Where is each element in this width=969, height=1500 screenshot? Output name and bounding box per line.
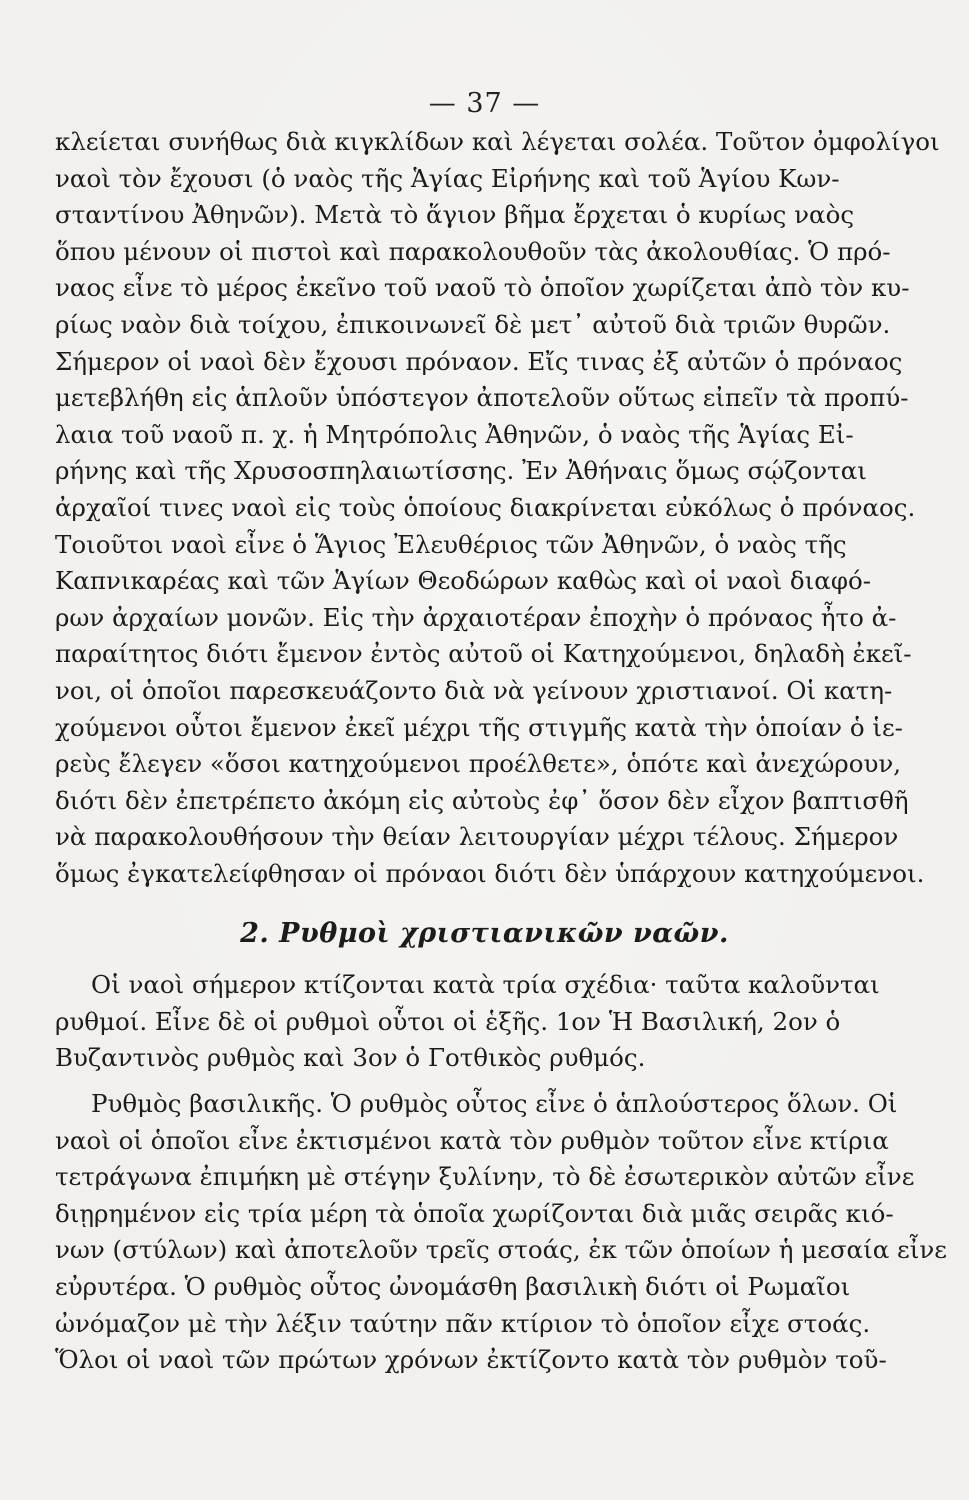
paragraph-basilica (55, 1086, 947, 1379)
page-number: — 37 — (428, 88, 541, 119)
text-line: κλείεται συνήθως διὰ κιγκλίδων καὶ λέγεται σολέα. Τοῦτον ὀμφολίγοι (55, 127, 940, 156)
text-line: διῃρημένον εἰς τρία μέρη τὰ ὁποῖα χωρίζονται διὰ μιᾶς σειρᾶς κιό- (55, 1198, 894, 1228)
text-line: παραίτητος διότι ἔμενον ἐντὸς αὐτοῦ οἱ Κατηχούμενοι, δηλαδὴ ἐκεῖ- (55, 639, 912, 669)
text-line: μετεβλήθη εἰς ἁπλοῦν ὑπόστεγον ἀποτελοῦν οὕτως εἰπεῖν τὰ προπύ- (55, 383, 909, 413)
text-line: ρήνης καὶ τῆς Χρυσοσπηλαιωτίσσης. Ἐν Ἀθήναις ὅμως σῴζονται (55, 456, 867, 486)
text-line: Σήμερον οἱ ναοὶ δὲν ἔχουσι πρόναον. Εἴς τινας ἐξ αὐτῶν ὁ πρόναος (55, 346, 903, 376)
text-line: Τοιοῦτοι ναοὶ εἶνε ὁ Ἅγιος Ἐλευθέριος τῶν Ἀθηνῶν, ὁ ναὸς τῆς (55, 529, 847, 559)
text-line: νὰ παρακολουθήσουν τὴν θείαν λειτουργίαν μέχρι τέλους. Σήμερον (55, 822, 899, 852)
text-line: Καπνικαρέας καὶ τῶν Ἁγίων Θεοδώρων καθὼς καὶ οἱ ναοὶ διαφό- (55, 566, 872, 596)
paragraph-rhythms-intro (55, 967, 880, 1077)
text-line: νοι, οἱ ὁποῖοι παρεσκευάζοντο διὰ νὰ γείνουν χριστιανοί. Οἱ κατη- (55, 675, 893, 705)
paragraph-pronaos (55, 124, 940, 892)
text-line: ὅμως ἐγκατελείφθησαν οἱ πρόναοι διότι δὲν ὑπάρχουν κατηχούμενοι. (55, 858, 925, 888)
section-heading: 2. Ρυθμοὶ χριστιανικῶν ναῶν. (240, 918, 729, 949)
text-line: ναος εἶνε τὸ μέρος ἐκεῖνο τοῦ ναοῦ τὸ ὁποῖον χωρίζεται ἀπὸ τὸν κυ- (55, 273, 910, 303)
text-line: εὐρυτέρα. Ὁ ρυθμὸς οὗτος ὠνομάσθη βασιλικὴ διότι οἱ Ρωμαῖοι (55, 1271, 851, 1301)
text-line: ρων ἀρχαίων μονῶν. Εἰς τὴν ἀρχαιοτέραν ἐποχὴν ὁ πρόναος ἦτο ἀ- (55, 602, 897, 632)
text-line: χούμενοι οὗτοι ἔμενον ἐκεῖ μέχρι τῆς στιγμῆς κατὰ τὴν ὁποίαν ὁ ἱε- (55, 712, 903, 742)
text-line: τετράγωνα ἐπιμήκη μὲ στέγην ξυλίνην, τὸ δὲ ἐσωτερικὸν αὐτῶν εἶνε (55, 1162, 915, 1192)
text-line: νων (στύλων) καὶ ἀποτελοῦν τρεῖς στοάς, ἐκ τῶν ὁποίων ἡ μεσαία εἶνε (55, 1235, 947, 1265)
text-line: ρυθμοί. Εἶνε δὲ οἱ ρυθμοὶ οὗτοι οἱ ἑξῆς. 1ον Ἡ Βασιλική, 2ον ὁ (55, 1006, 841, 1036)
text-line: Ρυθμὸς βασιλικῆς. Ὁ ρυθμὸς οὗτος εἶνε ὁ ἁπλούστερος ὅλων. Οἱ (91, 1089, 898, 1118)
text-line: ρεὺς ἔλεγεν «ὅσοι κατηχούμενοι προέλθετε», ὁπότε καὶ ἀνεχώρουν, (55, 749, 902, 779)
text-line: ὅπου μένουν οἱ πιστοὶ καὶ παρακολουθοῦν τὰς ἀκολουθίας. Ὁ πρό- (55, 236, 891, 266)
text-line: διότι δὲν ἐπετρέπετο ἀκόμη εἰς αὐτοὺς ἐφ᾽ ὅσον δὲν εἶχον βαπτισθῆ (55, 785, 909, 815)
text-line: Ὅλοι οἱ ναοὶ τῶν πρώτων χρόνων ἐκτίζοντο κατὰ τὸν ρυθμὸν τοῦ- (55, 1345, 887, 1375)
text-line: ναοὶ τὸν ἔχουσι (ὁ ναὸς τῆς Ἁγίας Εἰρήνης καὶ τοῦ Ἁγίου Κων- (55, 163, 840, 193)
text-line: ναοὶ οἱ ὁποῖοι εἶνε ἐκτισμένοι κατὰ τὸν ρυθμὸν τοῦτον εἶνε κτίρια (55, 1125, 889, 1155)
text-line: ρίως ναὸν διὰ τοίχου, ἐπικοινωνεῖ δὲ μετ᾽ αὐτοῦ διὰ τριῶν θυρῶν. (55, 309, 891, 339)
text-line: ὠνόμαζον μὲ τὴν λέξιν ταύτην πᾶν κτίριον τὸ ὁποῖον εἶχε στοάς. (55, 1308, 871, 1338)
text-line: Βυζαντινὸς ρυθμὸς καὶ 3ον ὁ Γοτθικὸς ρυθμός. (55, 1043, 646, 1073)
text-line: Οἱ ναοὶ σήμερον κτίζονται κατὰ τρία σχέδια· ταῦτα καλοῦνται (91, 970, 880, 999)
text-line: ἀρχαῖοί τινες ναοὶ εἰς τοὺς ὁποίους διακρίνεται εὐκόλως ὁ πρόναος. (55, 492, 916, 522)
text-line: λαια τοῦ ναοῦ π. χ. ἡ Μητρόπολις Ἀθηνῶν, ὁ ναὸς τῆς Ἁγίας Εἰ- (55, 419, 854, 449)
text-line: σταντίνου Ἀθηνῶν). Μετὰ τὸ ἅγιον βῆμα ἔρχεται ὁ κυρίως ναὸς (55, 200, 855, 230)
